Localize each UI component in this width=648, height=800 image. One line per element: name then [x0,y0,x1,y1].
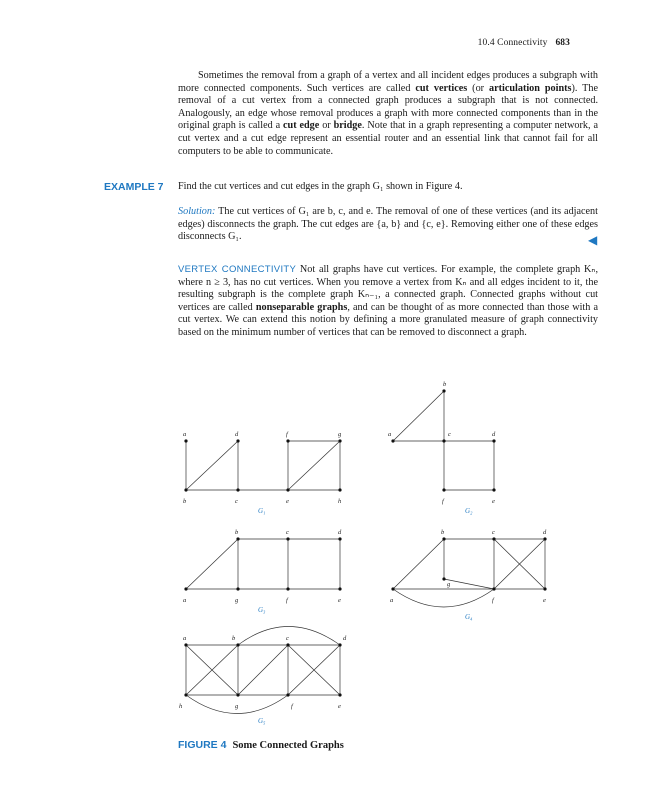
section-title: 10.4 Connectivity [477,38,548,48]
g1-label-b: b [183,498,187,505]
g1-label-d: d [235,431,239,438]
g5-label-a: a [183,635,187,642]
term-nonseparable-graphs: nonseparable graphs [255,301,348,313]
g2-label-e: e [492,498,495,505]
graph-g2 [388,381,496,515]
g2-label-b: b [443,381,447,388]
example-question: Find the cut vertices and cut edges in the graph G₁ shown in Figure 4. [178,181,463,192]
g4-label-f: f [492,597,494,604]
g3-label-c: c [286,529,289,536]
g3-label-a: a [183,597,187,604]
graph-g1 [183,431,342,515]
g4-label-g: g [447,581,451,588]
graph-label-g5: G₅ [258,717,266,725]
g4-label-c: c [492,529,495,536]
p1-text-c: ). The removal of a cut vertex from a connected graph produces a subgraph that is not connected. Analogously, an edge whose removal produces a graph with more connected components than in the original graph is called a [178,82,599,132]
g5-label-f: f [291,703,293,710]
p1-text-b: (or [467,82,489,94]
end-of-solution-icon: ◀ [588,233,598,247]
g3-label-d: d [338,529,342,536]
p1-text-d: or [319,120,334,132]
g5-label-h: h [179,703,183,710]
g1-label-c: c [235,498,238,505]
graph-label-g2: G₂ [465,507,473,515]
g2-label-d: d [492,431,496,438]
graph-label-g1: G₁ [258,507,266,515]
g1-label-a: a [183,431,187,438]
page-number: 683 [555,38,570,48]
term-bridge: bridge [333,120,362,132]
graph-g4 [390,529,547,621]
graph-g3 [183,529,342,614]
figure-caption-label: FIGURE 4 [178,739,227,751]
g5-label-g: g [235,703,239,710]
p1-text-e: . Note that in a graph representing a computer network, a cut vertex and a cut edge represent an essential router and an essential link that cannot fail for all computers to be able to communicate. [178,120,598,157]
p3-text-b: , and can be thought of as more connected than those with a cut vertex. We can extend this notion by defining a more granulated measure of graph connectivity based on the minimum number of vertices that can be removed to disconnect a graph. [178,301,599,338]
g4-label-a: a [390,597,394,604]
g1-label-e: e [286,498,289,505]
g2-label-f: f [442,498,444,505]
solution-text: The cut vertices of G₁ are b, c, and e. The removal of one of these vertices (and its adjacent edges) disconnects the graph. The cut edges are {a, b} and {c, e}. Removing either one of these edges disconnects G₁. [178,206,598,243]
figure-caption-text: Some Connected Graphs [232,740,344,751]
g3-label-f: f [286,597,288,604]
example-label: EXAMPLE 7 [104,181,164,193]
g5-label-d: d [343,635,347,642]
g1-label-f: f [286,431,288,438]
g2-label-c: c [448,431,451,438]
g1-label-h: h [338,498,342,505]
g4-label-b: b [441,529,445,536]
g5-label-e: e [338,703,341,710]
term-articulation-points: articulation points [489,82,572,94]
solution-head: Solution: [178,206,216,217]
graph-g5 [179,627,347,726]
vertex-connectivity-heading: VERTEX CONNECTIVITY [178,264,297,275]
g4-label-d: d [543,529,547,536]
g3-label-g: g [235,597,239,604]
g3-label-e: e [338,597,341,604]
g5-label-b: b [232,635,236,642]
g4-label-e: e [543,597,546,604]
term-cut-edge: cut edge [283,120,320,132]
p3-text-a: Not all graphs have cut vertices. For example, the complete graph Kₙ, where n ≥ 3, has no cut vertices. When you remove a vertex from Kₙ and all edges incident to it, the resulting subgraph is the complete graph Kₙ₋₁, a connected graph. Connected graphs without cut vertices are called [178,264,598,313]
figure-caption [178,739,344,751]
graph-label-g3: G₃ [258,606,266,614]
p1-text-a: Sometimes the removal from a graph of a vertex and all incident edges produces a subgraph with more connected components. Such vertices are called [178,70,598,94]
g2-label-a: a [388,431,392,438]
g5-label-c: c [286,635,289,642]
term-cut-vertices: cut vertices [415,82,468,94]
graph-label-g4: G₄ [465,613,473,621]
g1-label-g: g [338,431,342,438]
g3-label-b: b [235,529,239,536]
